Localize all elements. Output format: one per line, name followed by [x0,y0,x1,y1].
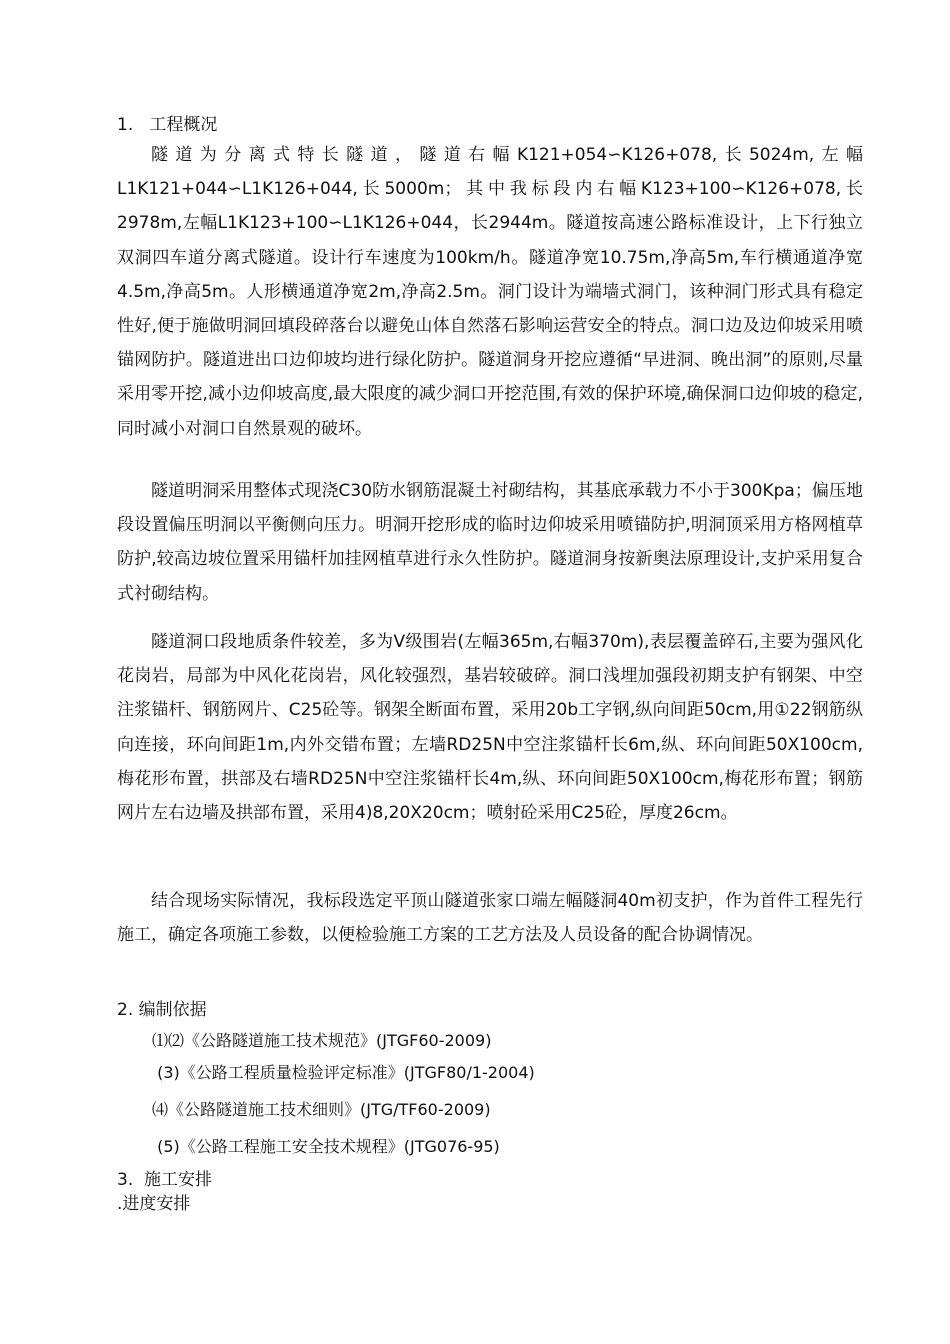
reference-item: ⑷《公路隧道施工技术细则》(JTG/TF60-2009) [152,1100,491,1119]
paragraph-first-work: 结合现场实际情况，我标段选定平顶山隧道张家口端左幅隧洞40m初支护，作为首件工程先行施工，确定各项施工参数，以便检验施工方案的工艺方法及人员设备的配合协调情况。 [117,891,863,946]
section-3-subtitle: .进度安排 [117,1194,191,1214]
paragraph-overview: 隧道为分离式特长隧道，隧道右幅K121+054∽K126+078,长5024m,左幅L1K121+044∽L1K126+044,长5000m；其中我标段内右幅K123+100∽K126+078,长2978m,左幅L1K123+100∽L1K126+044，长2944m。隧道按高速公路标准设计，上下行独立双洞四车道分离式隧道。设计行车速度为100km/h。隧道净宽10.75m,净高5m,车行横通道净宽4.5m,净高5m。人形横通道净宽2m,净高2.5m。洞门设计为端墙式洞门，该种洞门形式具有稳定性好,便于施做明洞回填段碎落台以避免山体自然落石影响运营安全的特点。洞口边及边仰坡采用喷锚网防护。隧道进出口边仰坡均进行绿化防护。隧道洞身开挖应遵循“早进洞、晚出洞”的原则,尽量采用零开挖,减小边仰坡高度,最大限度的减少洞口开挖范围,有效的保护环境,确保洞口边仰坡的稳定,同时减小对洞口自然景观的破坏。 [117,145,863,439]
section-1-title: 1. 工程概况 [117,115,218,135]
reference-item: (5)《公路工程施工安全技术规程》(JTG076-95) [152,1137,500,1156]
reference-item: (3)《公路工程质量检验评定标准》(JTGF80/1-2004) [152,1063,535,1082]
reference-item: ⑴⑵《公路隧道施工技术规范》(JTGF60-2009) [152,1031,492,1050]
section-3-title: 3. 施工安排 [117,1170,213,1190]
paragraph-open-cut-tunnel: 隧道明洞采用整体式现浇C30防水钢筋混凝土衬砌结构，其基底承载力不小于300Kpa；偏压地段设置偏压明洞以平衡侧向压力。明洞开挖形成的临时边仰坡采用喷锚防护,明洞顶采用方格网植草防护,较高边坡位置采用锚杆加挂网植草进行永久性防护。隧道洞身按新奥法原理设计,支护采用复合式衬砌结构。 [117,481,863,604]
paragraph-portal-geology: 隧道洞口段地质条件较差，多为Ⅴ级围岩(左幅365m,右幅370m),表层覆盖碎石,主要为强风化花岗岩，局部为中风化花岗岩，风化较强烈，基岩较破碎。洞口浅埋加强段初期支护有钢架、中空注浆锚杆、钢筋网片、C25砼等。钢架全断面布置，采用20b工字钢,纵向间距50cm,用①22钢筋纵向连接，环向间距1m,内外交错布置；左墙RD25N中空注浆锚杆长6m,纵、环向间距50X100cm,梅花形布置，拱部及右墙RD25N中空注浆锚杆长4m,纵、环向间距50X100cm,梅花形布置；钢筋网片左右边墙及拱部布置，采用4)8,20X20cm；喷射砼采用C25砼，厚度26cm。 [117,632,863,824]
section-2-title: 2. 编制依据 [117,1000,207,1020]
